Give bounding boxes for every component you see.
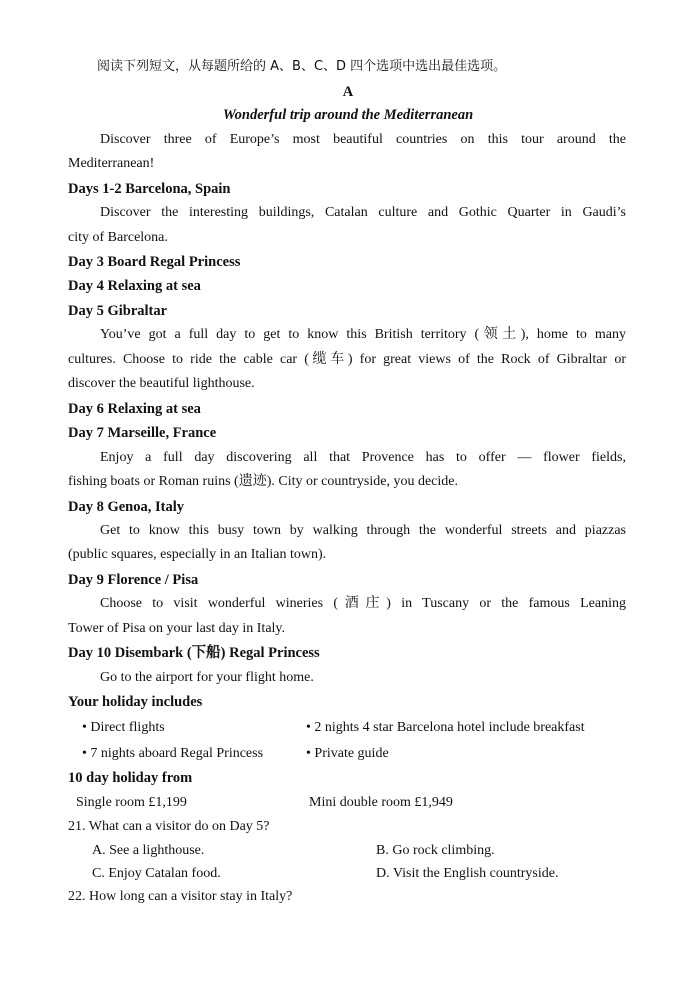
day9-heading: Day 9 Florence / Pisa	[68, 572, 199, 588]
day9-line-2: Tower of Pisa on your last day in Italy.	[68, 621, 286, 636]
includes-item: • 7 nights aboard Regal Princess	[82, 746, 264, 761]
day4-heading: Day 4 Relaxing at sea	[68, 278, 201, 294]
day7-heading: Day 7 Marseille, France	[68, 425, 217, 441]
question-21-option-b: B. Go rock climbing.	[376, 843, 495, 858]
day1-2-line-1: Discover the interesting buildings, Catalan culture and Gothic Quarter in Gaudi’s	[100, 205, 626, 220]
question-21-stem: 21. What can a visitor do on Day 5?	[68, 819, 270, 834]
day3-heading: Day 3 Board Regal Princess	[68, 254, 241, 270]
includes-item: • Private guide	[306, 746, 389, 761]
question-21-option-d: D. Visit the English countryside.	[376, 866, 559, 881]
day8-heading: Day 8 Genoa, Italy	[68, 499, 184, 515]
passage-title: Wonderful trip around the Mediterranean	[222, 107, 474, 123]
question-21-option-c: C. Enjoy Catalan food.	[92, 866, 221, 881]
includes-heading: Your holiday includes	[68, 694, 203, 710]
includes-item: • 2 nights 4 star Barcelona hotel include breakfast	[306, 720, 585, 735]
day7-line-1: Enjoy a full day discovering all that Provence has to offer — flower fields,	[100, 450, 626, 465]
day5-line-3: discover the beautiful lighthouse.	[68, 376, 255, 391]
section-letter: A	[342, 84, 354, 100]
day9-line-1: Choose to visit wonderful wineries (酒庄) in Tuscany or the famous Leaning	[100, 596, 626, 611]
day5-heading: Day 5 Gibraltar	[68, 303, 168, 319]
price-double: Mini double room £1,949	[309, 795, 453, 810]
day1-2-heading: Days 1-2 Barcelona, Spain	[68, 181, 231, 197]
intro-line-2: Mediterranean!	[68, 156, 155, 171]
question-21-option-a: A. See a lighthouse.	[92, 843, 205, 858]
day8-line-2: (public squares, especially in an Italian town).	[68, 547, 327, 562]
day1-2-line-2: city of Barcelona.	[68, 230, 168, 245]
prices-heading: 10 day holiday from	[68, 770, 193, 786]
day7-line-2: fishing boats or Roman ruins (遗迹). City or countryside, you decide.	[68, 474, 458, 489]
instruction-text: 阅读下列短文，从每题所给的 A、B、C、D 四个选项中选出最佳选项。	[97, 59, 507, 74]
day10-line-1: Go to the airport for your flight home.	[100, 670, 314, 685]
day6-heading: Day 6 Relaxing at sea	[68, 401, 201, 417]
includes-item: • Direct flights	[82, 720, 165, 735]
day5-line-1: You’ve got a full day to get to know this British territory (领土), home to many	[100, 327, 626, 342]
price-single: Single room £1,199	[76, 795, 187, 810]
day10-heading: Day 10 Disembark (下船) Regal Princess	[68, 645, 320, 661]
question-22-stem: 22. How long can a visitor stay in Italy?	[68, 889, 293, 904]
day5-line-2: cultures. Choose to ride the cable car (缆车) for great views of the Rock of Gibraltar or	[68, 352, 626, 367]
intro-line-1: Discover three of Europe’s most beautiful countries on this tour around the	[100, 132, 626, 147]
day8-line-1: Get to know this busy town by walking through the wonderful streets and piazzas	[100, 523, 626, 538]
